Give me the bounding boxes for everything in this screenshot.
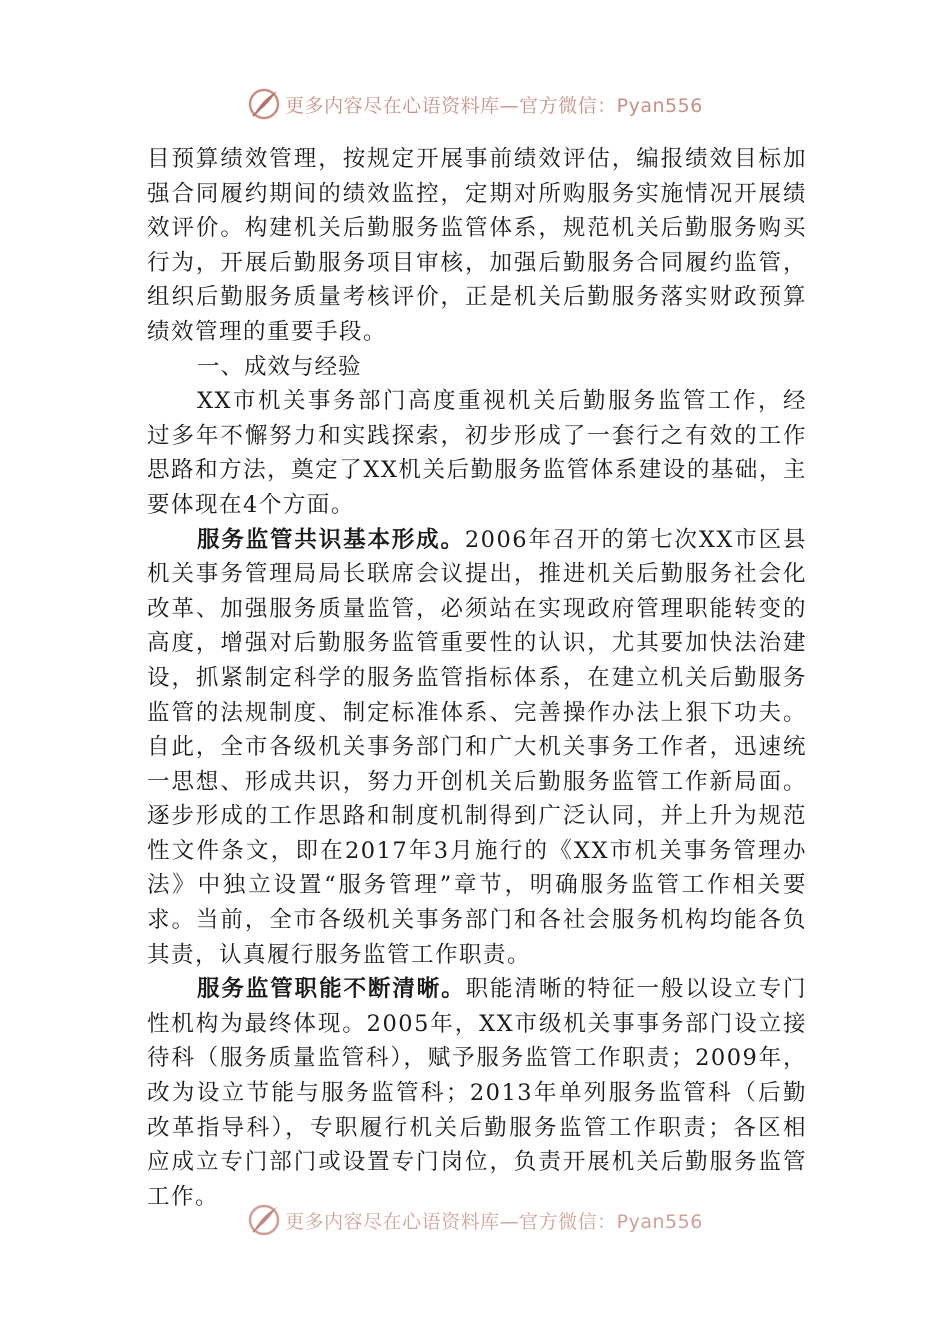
intro-paragraph: 目预算绩效管理，按规定开展事前绩效评估，编报绩效目标加强合同履约期间的绩效监控，定期对所购服务实施情况开展绩效评价。构建机关后勤服务监管体系，规范机关后勤服务购买行为，开展后勤服务项目审核，加强后勤服务合同履约监管，组织后勤服务质量考核评价，正是机关后勤服务落实财政预算绩效管理的重要手段。: [147, 146, 807, 345]
section-heading: 一、成效与经验: [197, 353, 362, 380]
paragraph-3: [147, 972, 807, 1214]
paragraph-2-body: 2006年召开的第七次XX市区县机关事务管理局局长联席会议提出，推进机关后勤服务社会化改革、加强服务质量监管，必须站在实现政府管理职能转变的高度，增强对后勤服务监管重要性的认识，尤其要加快法治建设，抓紧制定科学的服务监管指标体系，在建立机关后勤服务监管的法规制度、制定标准体系、完善操作办法上狠下功夫。自此，全市各级机关事务部门和广大机关事务工作者，迅速统一思想、形成共识，努力开创机关后勤服务监管工作新局面。逐步形成的工作思路和制度机制得到广泛认同，并上升为规范性文件条文，即在2017年3月施行的《XX市机关事务管理办法》中独立设置“服务管理”章节，明确服务监管工作相关要求。当前，全市各级机关事务部门和各社会服务机构均能各负其责，认真履行服务监管工作职责。: [147, 526, 807, 968]
paragraph-3-body: 职能清晰的特征一般以设立专门性机构为最终体现。2005年，XX市级机关事事务部门设立接待科（服务质量监管科），赋予服务监管工作职责；2009年，改为设立节能与服务监管科；2013年单列服务监管科（后勤改革指导科），专职履行机关后勤服务监管工作职责；各区相应成立专门部门或设置专门岗位，负责开展机关后勤服务监管工作。: [147, 976, 807, 1210]
paragraph-2-lead: 服务监管共识基本形成。: [197, 526, 465, 553]
feather-pen-logo-icon: [247, 87, 281, 121]
watermark-text: 更多内容尽在心语资料库—官方微信：Pyan556: [285, 1210, 703, 1233]
feather-pen-logo-icon: [247, 1203, 281, 1237]
watermark-text: 更多内容尽在心语资料库—官方微信：Pyan556: [285, 94, 703, 117]
paragraph-2: [147, 523, 807, 973]
watermark-footer: [0, 1202, 950, 1238]
document-body: [147, 142, 807, 1214]
paragraph-3-lead: 服务监管职能不断清晰。: [197, 976, 466, 1003]
watermark-header: [0, 84, 950, 124]
paragraph-1: XX市机关事务部门高度重视机关后勤服务监管工作，经过多年不懈努力和实践探索，初步形成了一套行之有效的工作思路和方法，奠定了XX机关后勤服务监管体系建设的基础，主要体现在4个方面。: [147, 388, 807, 518]
